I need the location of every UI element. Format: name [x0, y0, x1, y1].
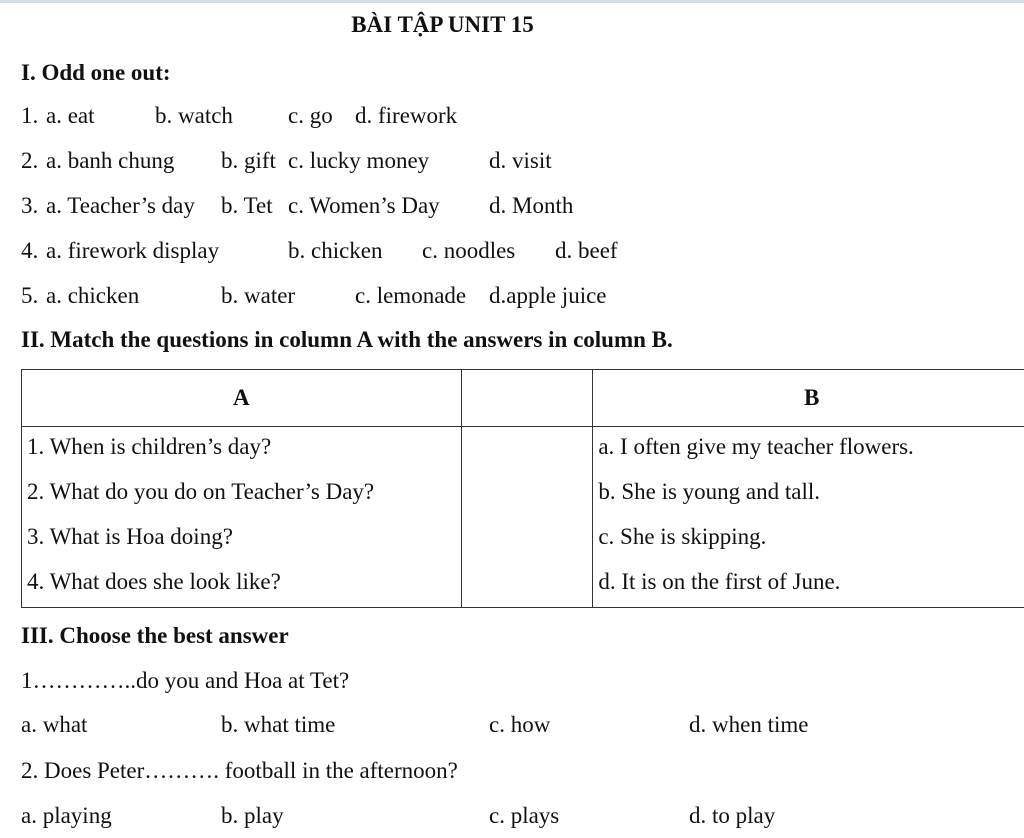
option-a: a. eat — [46, 103, 95, 128]
option-b: b. watch — [155, 103, 233, 128]
column-b-header: B — [593, 370, 1024, 427]
answer-blank-column[interactable] — [461, 427, 593, 608]
option-c: c. noodles — [422, 238, 516, 263]
choice-d: d. when time — [689, 712, 809, 737]
option-c: c. lemonade — [355, 283, 467, 308]
item-number: 5. — [21, 283, 39, 308]
question-item: 2. What do you do on Teacher’s Day? — [27, 479, 375, 504]
item-number: 2. — [21, 148, 39, 173]
match-table-header — [22, 370, 1024, 427]
item-number: 4. — [21, 238, 39, 263]
option-b: b. water — [221, 283, 296, 308]
match-table-body — [22, 427, 1024, 608]
choice-d: d. to play — [689, 803, 776, 828]
option-c: c. Women’s Day — [288, 193, 440, 218]
question-text: 2. Does Peter………. football in the afternoon? — [21, 758, 458, 783]
option-b: b. gift — [221, 148, 276, 173]
option-d: d. beef — [555, 238, 618, 263]
option-a: a. banh chung — [46, 148, 175, 173]
question-text: 1…………..do you and Hoa at Tet? — [21, 668, 350, 693]
answer-item: a. I often give my teacher flowers. — [598, 434, 914, 459]
match-table — [21, 369, 1024, 608]
question-item: 3. What is Hoa doing? — [27, 524, 233, 549]
top-border — [0, 0, 1024, 3]
option-d: d. visit — [489, 148, 552, 173]
choice-a: a. what — [21, 712, 88, 737]
page-title: BÀI TẬP UNIT 15 — [351, 12, 534, 37]
choice-b: b. play — [221, 803, 284, 828]
option-a: a. chicken — [46, 283, 140, 308]
option-b: b. chicken — [288, 238, 383, 263]
choice-c: c. plays — [489, 803, 560, 828]
answer-item: b. She is young and tall. — [598, 479, 821, 504]
question-item: 1. When is children’s day? — [27, 434, 272, 459]
item-number: 3. — [21, 193, 39, 218]
answer-item: c. She is skipping. — [598, 524, 767, 549]
item-number: 1. — [21, 103, 39, 128]
option-a: a. firework display — [46, 238, 220, 263]
option-a: a. Teacher’s day — [46, 193, 195, 218]
answers-column — [593, 427, 1024, 608]
choice-c: c. how — [489, 712, 551, 737]
column-middle-header — [461, 370, 593, 427]
choice-a: a. playing — [21, 803, 112, 828]
answer-item: d. It is on the first of June. — [598, 569, 841, 594]
section-2-heading: II. Match the questions in column A with the answers in column B. — [21, 327, 673, 352]
option-d: d. firework — [355, 103, 458, 128]
option-d: d.apple juice — [489, 283, 607, 308]
question-item: 4. What does she look like? — [27, 569, 281, 594]
option-c: c. go — [288, 103, 333, 128]
questions-column — [22, 427, 462, 608]
section-3-heading: III. Choose the best answer — [21, 623, 289, 648]
option-c: c. lucky money — [288, 148, 430, 173]
choice-b: b. what time — [221, 712, 336, 737]
option-d: d. Month — [489, 193, 574, 218]
section-1-heading: I. Odd one out: — [21, 60, 171, 85]
option-b: b. Tet — [221, 193, 273, 218]
column-a-header: A — [22, 370, 462, 427]
